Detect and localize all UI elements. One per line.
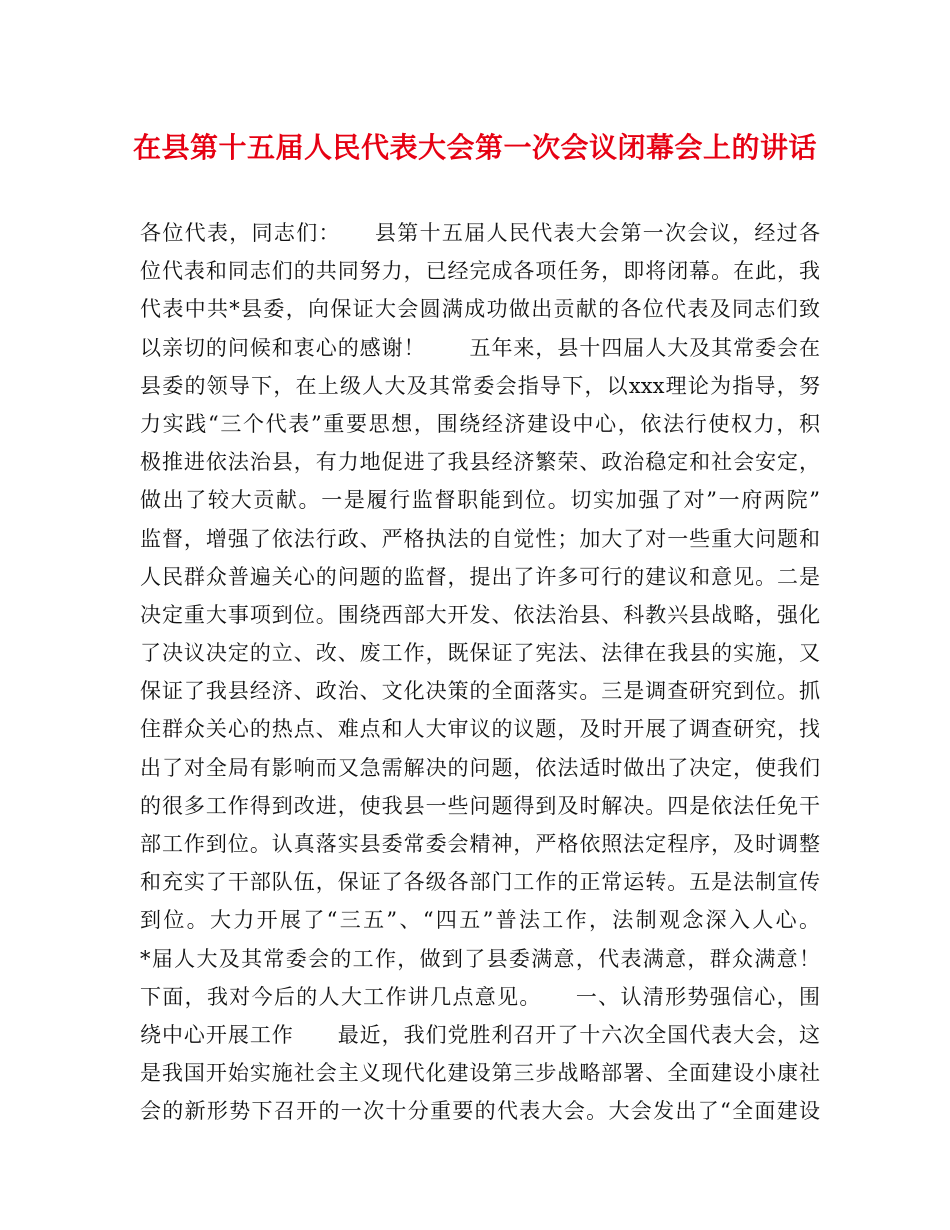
body-line: 以亲切的问候和衷心的感谢！ 五年来，县十四届人大及其常委会在 bbox=[140, 335, 820, 360]
body-line: 住群众关心的热点、难点和人大审议的议题，及时开展了调查研究，找 bbox=[140, 717, 820, 742]
body-line: 保证了我县经济、政治、文化决策的全面落实。三是调查研究到位。抓 bbox=[140, 679, 820, 704]
body-line: 和充实了干部队伍，保证了各级各部门工作的正常运转。五是法制宣传 bbox=[140, 870, 820, 895]
body-line: 的很多工作得到改进，使我县一些问题得到及时解决。四是依法任免干 bbox=[140, 793, 820, 818]
body-line: 监督，增强了依法行政、严格执法的自觉性；加大了对一些重大问题和 bbox=[140, 526, 820, 551]
body-line: 出了对全局有影响而又急需解决的问题，依法适时做出了决定，使我们 bbox=[140, 755, 820, 780]
body-line: 代表中共*县委，向保证大会圆满成功做出贡献的各位代表及同志们致 bbox=[140, 297, 820, 322]
body-line: 下面，我对今后的人大工作讲几点意见。 一、认清形势强信心，围 bbox=[140, 984, 820, 1009]
body-line: *届人大及其常委会的工作，做到了县委满意，代表满意，群众满意！ bbox=[140, 946, 820, 971]
body-line: 决定重大事项到位。围绕西部大开发、依法治县、科教兴县战略，强化 bbox=[140, 602, 820, 627]
body-line: 极推进依法治县，有力地促进了我县经济繁荣、政治稳定和社会安定， bbox=[140, 450, 820, 475]
body-line: 绕中心开展工作 最近，我们党胜利召开了十六次全国代表大会，这 bbox=[140, 1022, 820, 1047]
body-line: 力实践“三个代表”重要思想，围绕经济建设中心，依法行使权力，积 bbox=[140, 411, 820, 436]
document-title: 在县第十五届人民代表大会第一次会议闭幕会上的讲话 bbox=[132, 131, 817, 164]
body-line: 是我国开始实施社会主义现代化建设第三步战略部署、全面建设小康社 bbox=[140, 1061, 820, 1086]
body-line: 位代表和同志们的共同努力，已经完成各项任务，即将闭幕。在此，我 bbox=[140, 259, 820, 284]
document-body bbox=[140, 214, 820, 1131]
body-line: 会的新形势下召开的一次十分重要的代表大会。大会发出了“全面建设 bbox=[140, 1099, 820, 1124]
body-line: 到位。大力开展了“三五”、“四五”普法工作，法制观念深入人心。 bbox=[140, 908, 820, 933]
body-line: 部工作到位。认真落实县委常委会精神，严格依照法定程序，及时调整 bbox=[140, 832, 820, 856]
body-line: 了决议决定的立、改、废工作，既保证了宪法、法律在我县的实施，又 bbox=[140, 641, 820, 666]
body-line: 各位代表，同志们： 县第十五届人民代表大会第一次会议，经过各 bbox=[140, 221, 820, 245]
body-line: 人民群众普遍关心的问题的监督，提出了许多可行的建议和意见。二是 bbox=[140, 564, 820, 589]
body-line: 做出了较大贡献。一是履行监督职能到位。切实加强了对”一府两院” bbox=[140, 488, 820, 513]
body-line: 县委的领导下，在上级人大及其常委会指导下，以xxx理论为指导，努 bbox=[140, 373, 820, 398]
